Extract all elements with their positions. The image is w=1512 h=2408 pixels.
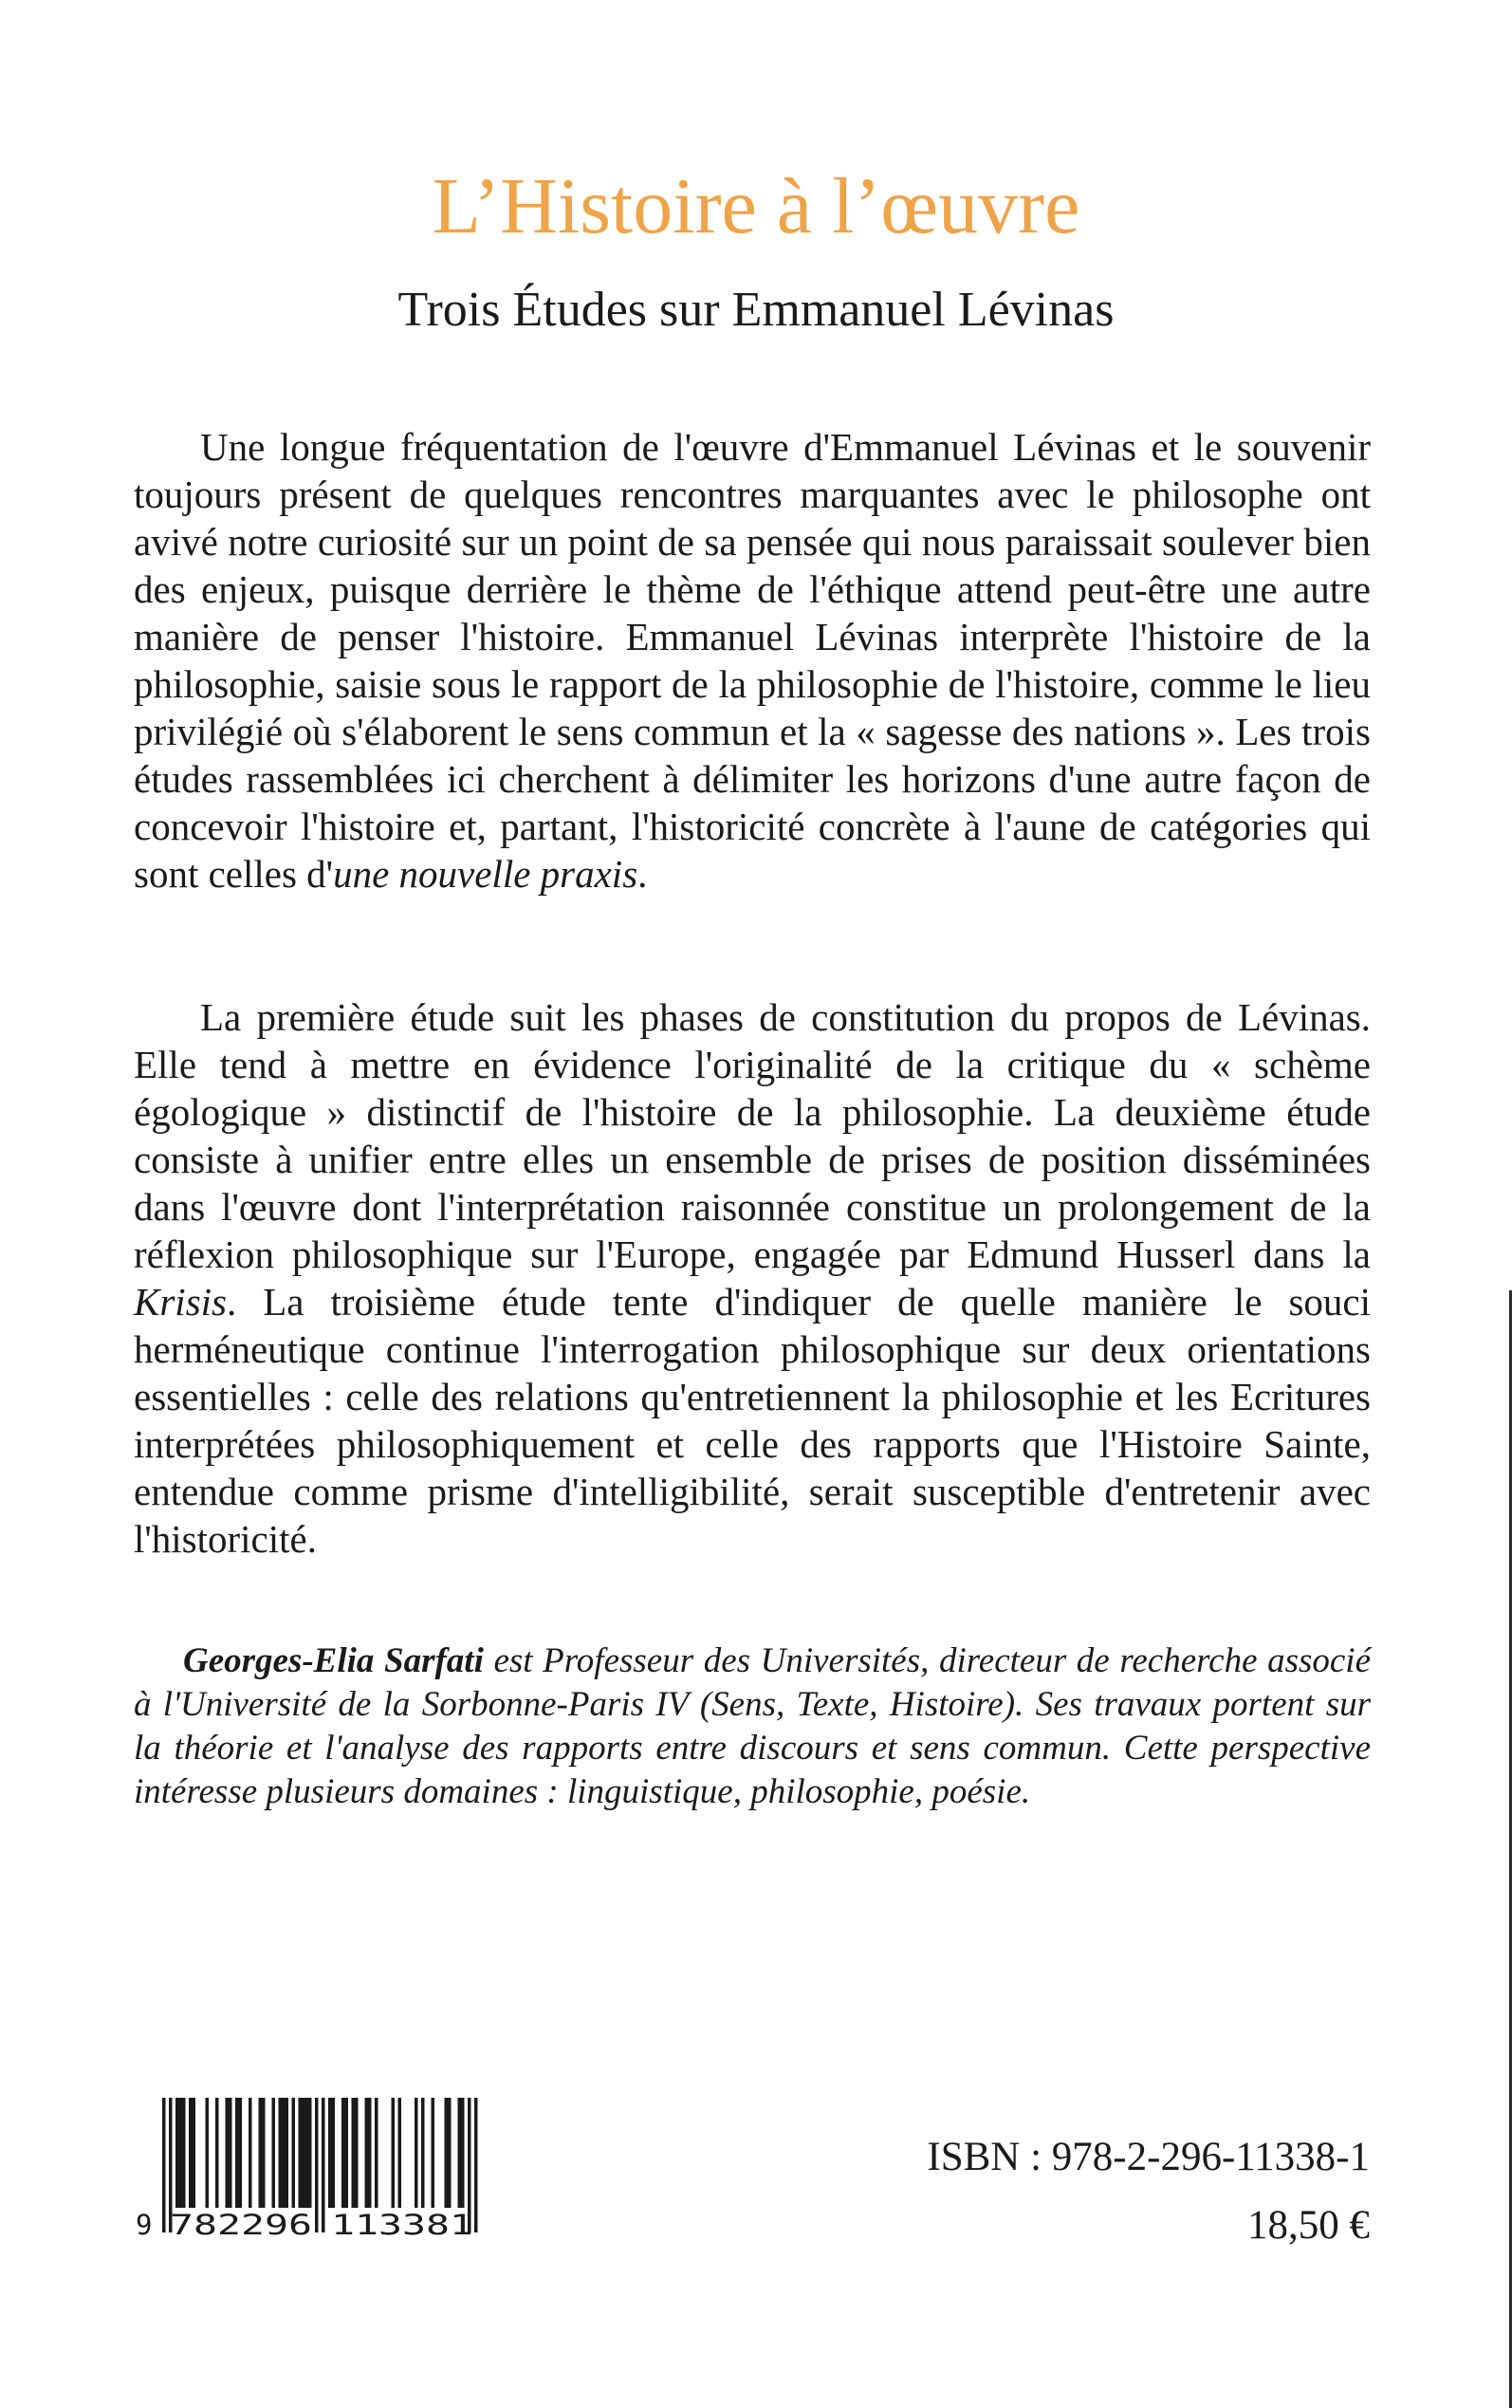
- barcode-left-digits: 782296: [170, 2209, 312, 2240]
- blurb-p1-text: Une longue fréquentation de l'œuvre d'Emmanuel Lévinas et le souvenir toujours présent de quelques rencontres marquantes avec le philosophe ont avivé notre curiosité sur un point de sa pensée qui nous paraissait soulever bien des enjeux, puisque derrière le thème de l'éthique attend peut-être une autre manière de penser l'histoire. Emmanuel Lévinas interprète l'histoire de la philosophie, saisie sous le rapport de la philosophie de l'histoire, comme le lieu privilégié où s'élaborent le sens commun et la « sagesse des nations ». Les trois études rassemblées ici cherchent à délimiter les horizons d'une autre façon de concevoir l'histoire et, partant, l'historicité concrète à l'aune de catégories qui sont celles d': [134, 425, 1371, 896]
- barcode-bar: [355, 2098, 359, 2208]
- barcode-guard-bar: [322, 2098, 325, 2232]
- barcode-first-digit: 9: [136, 2209, 153, 2240]
- barcode-bar: [189, 2098, 193, 2208]
- book-price: 18,50 €: [1247, 2203, 1370, 2248]
- barcode-bar: [461, 2098, 465, 2208]
- barcode-bar: [182, 2098, 186, 2208]
- barcode-bar: [215, 2098, 219, 2208]
- barcode-bar: [398, 2098, 402, 2208]
- barcode-bar: [179, 2098, 183, 2208]
- barcode-bar: [458, 2098, 462, 2208]
- barcode-bar: [226, 2098, 230, 2208]
- barcode-bar: [308, 2098, 312, 2208]
- barcode-bar: [352, 2098, 356, 2208]
- blurb-p2-text: La première étude suit les phases de constitution du propos de Lévinas. Elle tend à mettre en évidence l'originalité de la critique du « schème égologique » distinctif de l'histoire de la philosophie. La deuxième étude consiste à unifier entre elles un ensemble de prises de position disséminées dans l'œuvre dont l'interprétation raisonnée constitue un prolongement de la réflexion philosophique sur l'Europe, engagée par Edmund Husserl dans la: [134, 995, 1371, 1276]
- author-bio: [134, 1639, 1371, 1814]
- barcode-guard-bar: [162, 2098, 166, 2232]
- barcode-bar: [299, 2098, 303, 2208]
- barcode-bar: [292, 2098, 296, 2208]
- blurb-p1-end: .: [637, 852, 648, 896]
- author-name: Georges-Elia Sarfati: [183, 1641, 484, 1680]
- barcode-bar: [365, 2098, 369, 2208]
- barcode-bar: [249, 2098, 252, 2208]
- barcode-bar: [332, 2098, 336, 2208]
- barcode-bar: [193, 2098, 196, 2208]
- barcode-right-digits: 113381: [331, 2209, 473, 2240]
- barcode-bar: [229, 2098, 232, 2208]
- barcode-bar: [445, 2098, 449, 2208]
- isbn-number: ISBN : 978-2-296-11338-1: [927, 2135, 1370, 2179]
- barcode-bar: [206, 2098, 210, 2208]
- barcode-bar: [305, 2098, 309, 2208]
- barcode-bar: [175, 2098, 179, 2208]
- barcode-bar: [448, 2098, 452, 2208]
- barcode-bar: [415, 2098, 418, 2208]
- barcode-guard-bar: [474, 2098, 478, 2232]
- book-subtitle: Trois Études sur Emmanuel Lévinas: [397, 283, 1115, 337]
- barcode-bar: [259, 2098, 263, 2208]
- blurb-paragraph-2: [134, 993, 1371, 1563]
- barcode-bar: [345, 2098, 349, 2208]
- barcode-guard-bar: [315, 2098, 319, 2232]
- barcode-bar: [392, 2098, 396, 2208]
- barcode-bar: [421, 2098, 425, 2208]
- barcode-bar: [272, 2098, 276, 2208]
- barcode-bar: [302, 2098, 305, 2208]
- blurb-paragraph-1: [134, 423, 1371, 898]
- blurb-p2-end: . La troisième étude tente d'indiquer de quelle manière le souci herméneutique continue l'interrogation philosophique sur deux orientations essentielles : celle des relations qu'entretiennent la philosophie et les Ecritures interprétées philosophiquement et celle des rapports que l'Histoire Sainte, entendue comme prisme d'intelligibilité, serait susceptible d'entretenir avec l'historicité.: [134, 1280, 1371, 1561]
- barcode-bar: [375, 2098, 378, 2208]
- barcode-bar: [328, 2098, 332, 2208]
- barcode-bar: [262, 2098, 266, 2208]
- isbn-barcode: [134, 2098, 508, 2240]
- barcode-bar: [432, 2098, 435, 2208]
- blurb-p2-emphasis: Krisis: [134, 1280, 227, 1324]
- blurb-p1-emphasis: une nouvelle praxis: [333, 852, 638, 896]
- barcode-bar: [286, 2098, 289, 2208]
- barcode-bar: [282, 2098, 286, 2208]
- barcode-bar: [239, 2098, 243, 2208]
- barcode-bar: [235, 2098, 239, 2208]
- barcode-bar: [279, 2098, 283, 2208]
- author-bio-text: est Professeur des Universités, directeur de recherche associé à l'Université de la Sorbonne-Paris IV (Sens, Texte, Histoire). Ses travaux portent sur la théorie et l'analyse des rapports entre discours et sens commun. Cette perspective intéresse plusieurs domaines : linguistique, philosophie, poésie.: [134, 1641, 1372, 1811]
- barcode-bar: [341, 2098, 345, 2208]
- barcode-graphic: [134, 2098, 508, 2240]
- barcode-bar: [368, 2098, 372, 2208]
- book-title: L’Histoire à l’œuvre: [432, 162, 1080, 250]
